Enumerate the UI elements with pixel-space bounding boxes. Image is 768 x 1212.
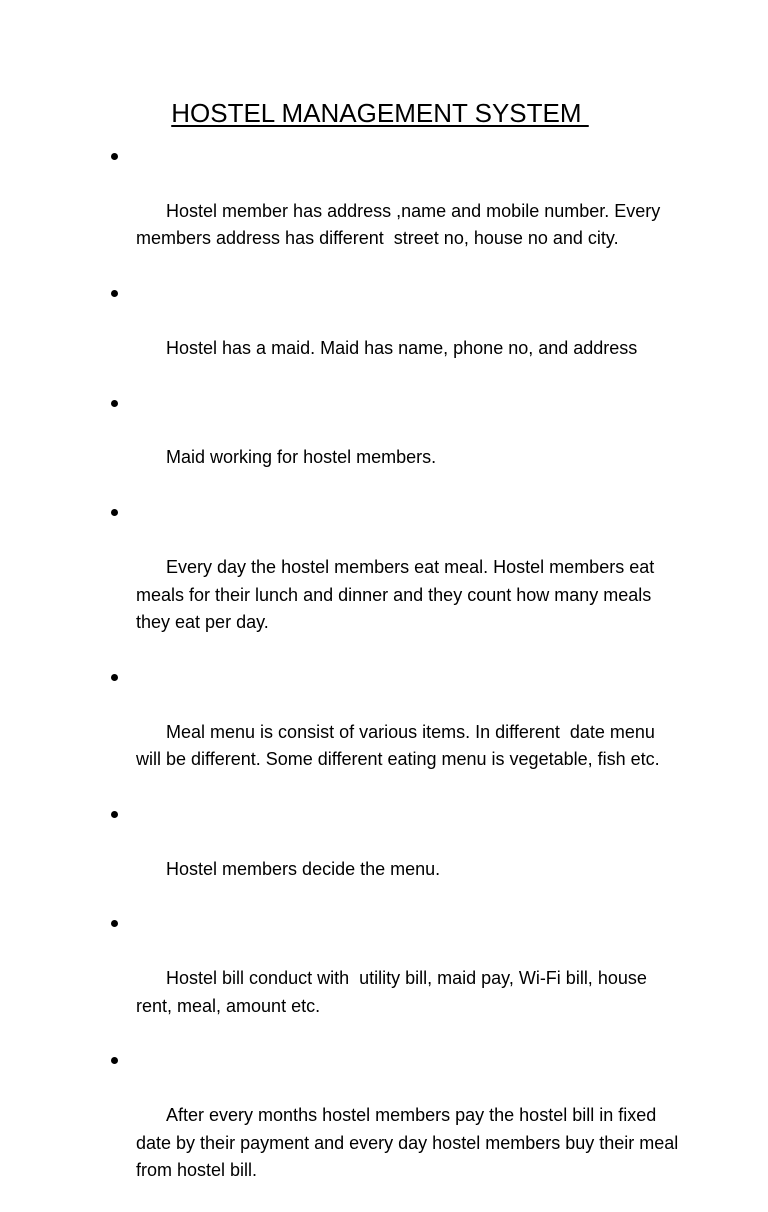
list-item-text: Hostel members decide the menu.: [166, 858, 441, 879]
list-item-text: Meal menu is consist of various items. In different date menu will be different. Some different eating menu is vegetable, fish etc.: [136, 721, 660, 769]
list-item: [108, 801, 680, 911]
list-item: [108, 1047, 684, 1211]
bullet-icon: [111, 811, 118, 818]
list-item: [108, 664, 680, 801]
bullet-icon: [111, 1057, 118, 1064]
list-item: [108, 499, 680, 663]
requirements-list: [108, 143, 684, 1212]
list-item: [108, 390, 680, 500]
bullet-icon: [111, 153, 118, 160]
list-item-text: After every months hostel members pay the hostel bill in fixed date by their payment and every day hostel members buy their meal from hostel bill.: [136, 1105, 684, 1181]
list-item: [108, 910, 680, 1047]
list-item: [108, 280, 680, 390]
page-title: HOSTEL MANAGEMENT SYSTEM: [171, 98, 589, 128]
list-item: [108, 143, 680, 280]
list-item-text: Every day the hostel members eat meal. Hostel members eat meals for their lunch and dinner and they count how many meals they eat per day.: [136, 557, 660, 632]
bullet-icon: [111, 290, 118, 297]
bullet-icon: [111, 920, 118, 927]
list-item-text: Hostel member has address ,name and mobile number. Every members address has different street no, house no and city.: [136, 200, 666, 249]
bullet-icon: [111, 509, 118, 516]
list-item-text: Maid working for hostel members.: [166, 447, 437, 468]
list-item-text: Hostel bill conduct with utility bill, maid pay, Wi-Fi bill, house rent, meal, amount etc.: [136, 968, 652, 1016]
bullet-icon: [111, 400, 118, 407]
bullet-icon: [111, 674, 118, 681]
list-item-text: Hostel has a maid. Maid has name, phone no, and address: [166, 337, 638, 358]
